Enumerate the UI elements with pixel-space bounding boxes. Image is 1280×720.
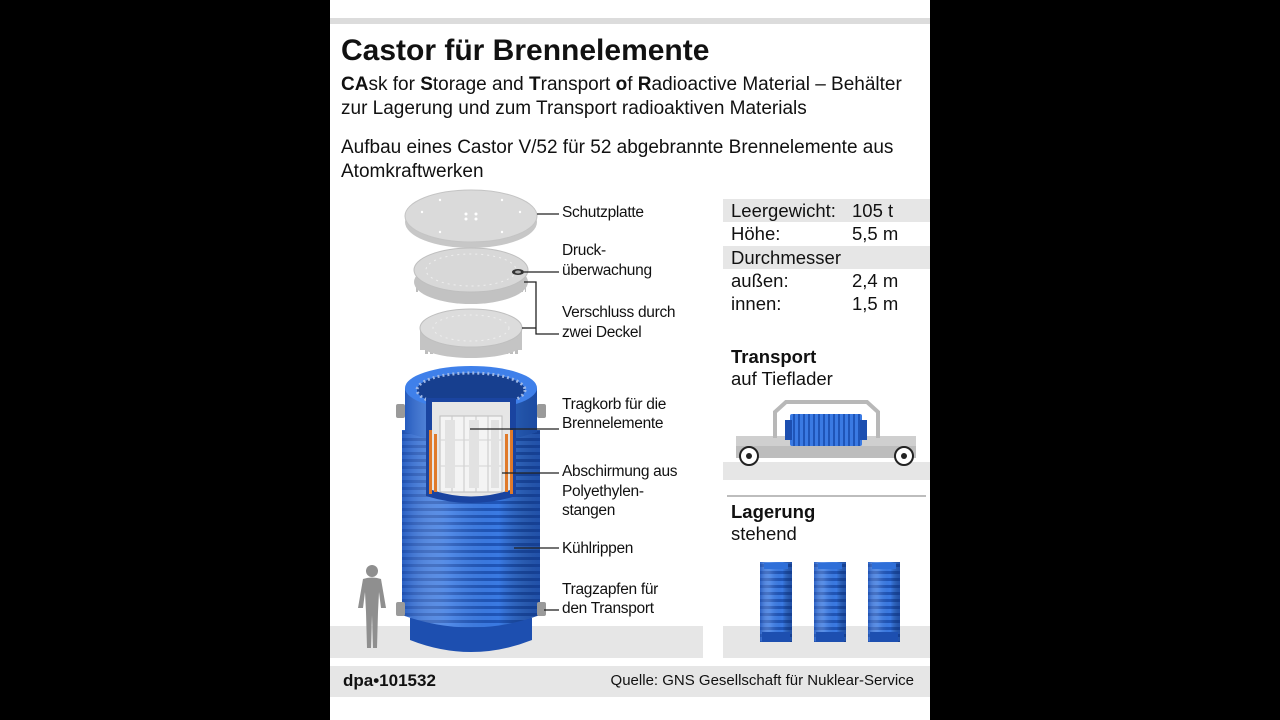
lagerung-heading	[731, 501, 815, 545]
schutzplatte-plate	[405, 190, 537, 248]
stat-durchmesser	[723, 246, 930, 269]
source-credit: Quelle: GNS Gesellschaft für Nuklear-Service	[610, 672, 914, 689]
label-druckueberwachung-2: überwachung	[562, 262, 652, 279]
intro-text: Aufbau eines Castor V/52 für 52 abgebrannte Brennelemente aus Atomkraftwerken	[341, 137, 894, 182]
footer-bar	[330, 666, 930, 697]
transport-title: Transport	[731, 346, 817, 367]
stat-label: Höhe:	[731, 223, 781, 244]
page-title: Castor für Brennelemente	[341, 34, 710, 67]
stored-cask	[814, 562, 846, 642]
label-druckueberwachung-1: Druck-	[562, 242, 606, 259]
acronym-text: f	[627, 74, 638, 95]
stat-value: 105 t	[852, 200, 894, 221]
label-verschluss-1: Verschluss durch	[562, 304, 676, 321]
label-tragkorb-2: Brennelemente	[562, 415, 664, 432]
acronym-letter: CA	[341, 74, 369, 95]
stat-aussen	[723, 269, 930, 292]
label-abschirmung-2: Polyethylen-	[562, 483, 644, 500]
stat-label: innen:	[731, 293, 782, 314]
acronym-letter: S	[420, 74, 433, 95]
transport-illustration	[723, 402, 930, 480]
stat-value: 2,4 m	[852, 270, 899, 291]
fuel-basket	[440, 416, 502, 492]
acronym-text: adioactive Material – Behälter zur Lagerung und zum Transport radioaktiven Materials	[341, 74, 902, 119]
storage-illustration	[760, 562, 900, 642]
agency-credit: dpa•101532	[343, 671, 436, 690]
label-tragzapfen-2: den Transport	[562, 600, 654, 617]
upper-lid	[414, 248, 528, 304]
acronym-letter: o	[615, 74, 628, 95]
trunnion	[396, 602, 405, 616]
stat-label: außen:	[731, 270, 789, 291]
acronym-letter: T	[529, 74, 541, 95]
acronym-text: sk for	[368, 74, 421, 95]
cask-body	[396, 366, 546, 652]
label-abschirmung-1: Abschirmung aus	[562, 463, 678, 480]
acronym-letter: R	[637, 74, 652, 95]
label-schutzplatte: Schutzplatte	[562, 204, 644, 221]
label-verschluss-2: zwei Deckel	[562, 324, 642, 341]
stat-value: 5,5 m	[852, 223, 899, 244]
label-tragkorb-1: Tragkorb für die	[562, 396, 667, 413]
label-tragzapfen-1: Tragzapfen für	[562, 581, 659, 598]
transport-heading	[731, 346, 833, 390]
transport-subtitle: auf Tieflader	[731, 368, 833, 389]
stored-cask	[760, 562, 792, 642]
acronym-text: torage and	[432, 74, 530, 95]
stored-cask	[868, 562, 900, 642]
lagerung-title: Lagerung	[731, 501, 816, 522]
stat-label: Durchmesser	[731, 247, 841, 268]
lagerung-subtitle: stehend	[731, 523, 797, 544]
stat-leergewicht	[723, 199, 930, 222]
stat-hoehe	[723, 222, 930, 245]
acronym-text: ransport	[540, 74, 616, 95]
trunnion	[537, 602, 546, 616]
label-abschirmung-3: stangen	[562, 502, 616, 519]
stat-value: 1,5 m	[852, 293, 899, 314]
lower-lid	[420, 309, 522, 358]
stat-label: Leergewicht:	[731, 200, 836, 221]
infographic-panel	[330, 0, 930, 720]
label-kuehlrippen: Kühlrippen	[562, 540, 634, 557]
stat-innen	[723, 292, 930, 315]
